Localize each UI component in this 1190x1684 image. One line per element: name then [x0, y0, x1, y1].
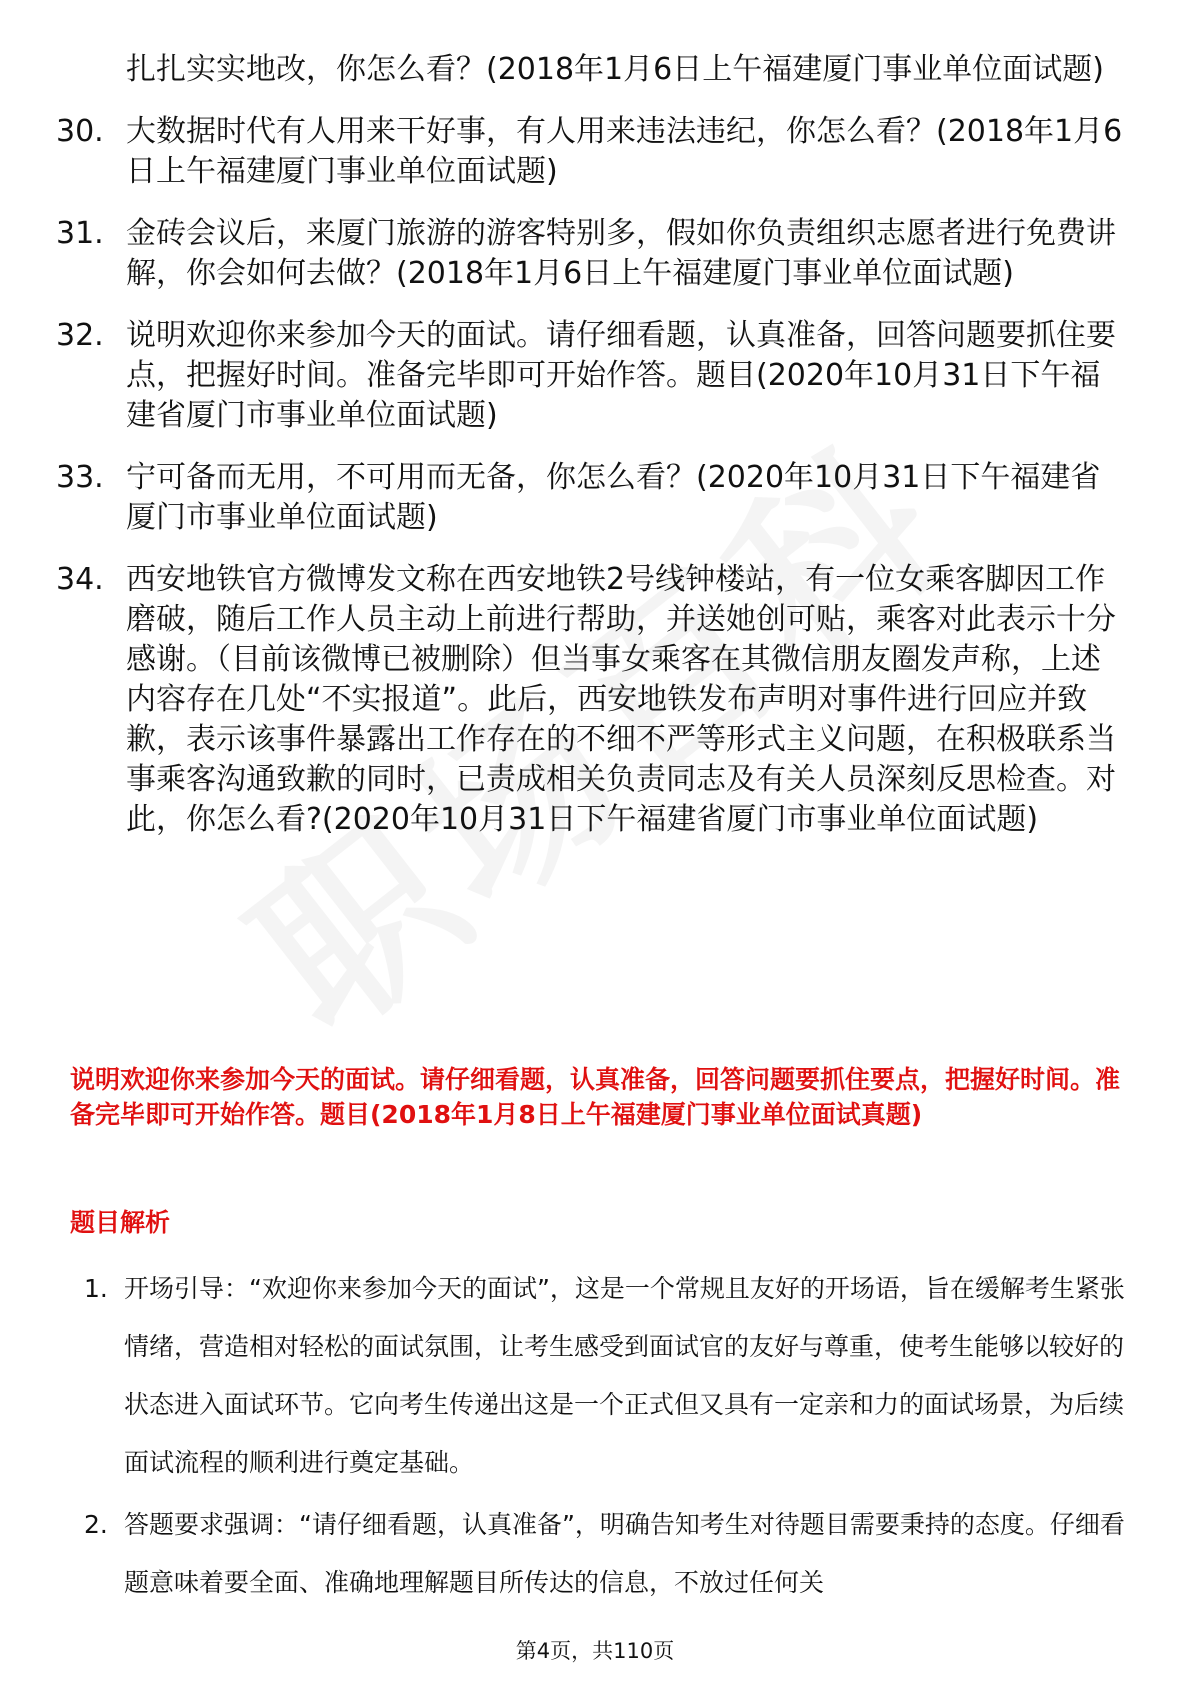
question-list: [56, 50, 1126, 862]
analysis-number: 2.: [84, 1510, 108, 1539]
analysis-list: [84, 1260, 1134, 1616]
highlighted-question: 说明欢迎你来参加今天的面试。请仔细看题，认真准备，回答问题要抓住要点，把握好时间。准备完毕即可开始作答。题目(2018年1月8日上午福建厦门事业单位面试真题): [70, 1065, 1121, 1129]
question-number: 32.: [56, 318, 104, 353]
analysis-number: 1.: [84, 1274, 108, 1303]
question-item: [56, 560, 1126, 840]
question-text: 宁可备而无用，不可用而无备，你怎么看？(2020年10月31日下午福建省厦门市事业单位面试题): [126, 460, 1101, 535]
question-number: 33.: [56, 460, 104, 495]
question-text: 西安地铁官方微博发文称在西安地铁2号线钟楼站，有一位女乘客脚因工作磨破，随后工作人员主动上前进行帮助，并送她创可贴，乘客对此表示十分感谢。（目前该微博已被删除）但当事女乘客在其微信朋友圈发声称，上述内容存在几处“不实报道”。此后，西安地铁发布声明对事件进行回应并致歉，表示该事件暴露出工作存在的不细不严等形式主义问题，在积极联系当事乘客沟通致歉的同时，已责成相关负责同志及有关人员深刻反思检查。对此，你怎么看?(2020年10月31日下午福建省厦门市事业单位面试题): [126, 562, 1116, 837]
question-number: 34.: [56, 562, 104, 597]
question-text: 扎扎实实地改，你怎么看？(2018年1月6日上午福建厦门事业单位面试题): [126, 52, 1104, 87]
page-footer: 第4页，共110页: [515, 1639, 675, 1663]
analysis-text: 开场引导：“欢迎你来参加今天的面试”，这是一个常规且友好的开场语，旨在缓解考生紧张情绪，营造相对轻松的面试氛围，让考生感受到面试官的友好与尊重，使考生能够以较好的状态进入面试环节。它向考生传递出这是一个正式但又具有一定亲和力的面试场景，为后续面试流程的顺利进行奠定基础。: [124, 1274, 1125, 1477]
question-item: [56, 316, 1126, 436]
question-text: 金砖会议后，来厦门旅游的游客特别多，假如你负责组织志愿者进行免费讲解，你会如何去做？(2018年1月6日上午福建厦门事业单位面试题): [126, 216, 1116, 291]
question-text: 说明欢迎你来参加今天的面试。请仔细看题，认真准备，回答问题要抓住要点，把握好时间。准备完毕即可开始作答。题目(2020年10月31日下午福建省厦门市事业单位面试题): [126, 318, 1116, 433]
section-title: 题目解析: [70, 1208, 171, 1237]
question-text: 大数据时代有人用来干好事，有人用来违法违纪，你怎么看？(2018年1月6日上午福建厦门事业单位面试题): [126, 114, 1123, 189]
analysis-item: [84, 1496, 1134, 1612]
analysis-item: [84, 1260, 1134, 1492]
question-number: 30.: [56, 114, 104, 149]
question-item: [56, 112, 1126, 192]
question-item: [56, 214, 1126, 294]
question-item: [56, 50, 1126, 90]
question-number: 31.: [56, 216, 104, 251]
analysis-text: 答题要求强调：“请仔细看题，认真准备”，明确告知考生对待题目需要秉持的态度。仔细看题意味着要全面、准确地理解题目所传达的信息，不放过任何关: [124, 1510, 1125, 1597]
question-item: [56, 458, 1126, 538]
